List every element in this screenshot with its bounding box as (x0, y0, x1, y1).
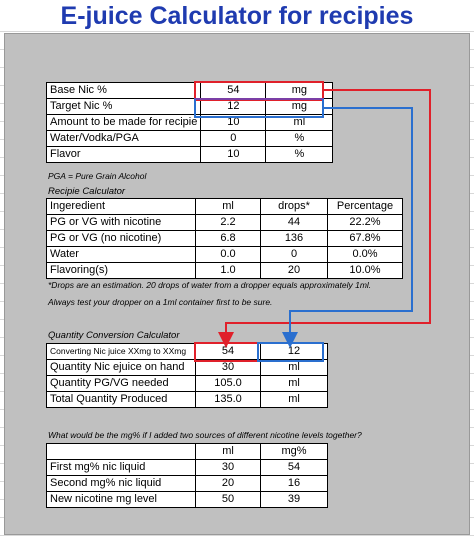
mix-cell: 50 (196, 492, 261, 508)
settings-value: 10 (201, 147, 266, 163)
recipe-cell: 1.0 (196, 263, 261, 279)
mix-question: What would be the mg% if I added two sources of different nicotine levels together? (48, 430, 362, 440)
recipe-cell: 10.0% (328, 263, 403, 279)
mix-cell: 39 (261, 492, 328, 508)
pga-footnote: PGA = Pure Grain Alcohol (48, 171, 147, 181)
page-title: E-juice Calculator for recipies (60, 2, 414, 30)
mix-cell: Second mg% nic liquid (47, 476, 196, 492)
dropper-test-note: Always test your dropper on a 1ml container first to be sure. (48, 297, 273, 307)
conversion-cell: 135.0 (196, 392, 261, 408)
mix-cell: 20 (196, 476, 261, 492)
conversion-section-title: Quantity Conversion Calculator (48, 330, 180, 341)
settings-label: Amount to be made for recipie (47, 115, 201, 131)
recipe-cell: Flavoring(s) (47, 263, 196, 279)
conversion-cell: ml (261, 376, 328, 392)
mix-header-cell: mg% (261, 444, 328, 460)
conversion-cell: ml (261, 392, 328, 408)
recipe-header-cell: Percentage (328, 199, 403, 215)
recipe-section-title: Recipie Calculator (48, 186, 126, 197)
mix-cell: 30 (196, 460, 261, 476)
settings-label: Water/Vodka/PGA (47, 131, 201, 147)
mix-cell: New nicotine mg level (47, 492, 196, 508)
conversion-from: 54 (196, 344, 261, 360)
settings-value: 12 (201, 99, 266, 115)
conversion-cell: Total Quantity Produced (47, 392, 196, 408)
recipe-cell: 67.8% (328, 231, 403, 247)
recipe-cell: Water (47, 247, 196, 263)
conversion-cell: 105.0 (196, 376, 261, 392)
conversion-label: Converting Nic juice XXmg to XXmg (47, 344, 196, 360)
recipe-cell: 22.2% (328, 215, 403, 231)
mix-header-cell: ml (196, 444, 261, 460)
settings-label: Flavor (47, 147, 201, 163)
recipe-header-cell: drops* (261, 199, 328, 215)
recipe-cell: 20 (261, 263, 328, 279)
conversion-cell: 30 (196, 360, 261, 376)
settings-unit: % (266, 131, 333, 147)
recipe-cell: PG or VG with nicotine (47, 215, 196, 231)
blue-link-arrow (290, 108, 412, 340)
settings-value: 0 (201, 131, 266, 147)
settings-value: 10 (201, 115, 266, 131)
conversion-cell: Quantity PG/VG needed (47, 376, 196, 392)
recipe-cell: 2.2 (196, 215, 261, 231)
red-link-arrow (226, 90, 430, 340)
recipe-cell: 136 (261, 231, 328, 247)
mix-cell: First mg% nic liquid (47, 460, 196, 476)
recipe-cell: PG or VG (no nicotine) (47, 231, 196, 247)
recipe-cell: 44 (261, 215, 328, 231)
settings-unit: % (266, 147, 333, 163)
settings-label: Base Nic % (47, 83, 201, 99)
mix-cell: 54 (261, 460, 328, 476)
recipe-cell: 6.8 (196, 231, 261, 247)
settings-unit: mg (266, 99, 333, 115)
conversion-cell: ml (261, 360, 328, 376)
recipe-cell: 0.0% (328, 247, 403, 263)
mix-cell: 16 (261, 476, 328, 492)
recipe-cell: 0.0 (196, 247, 261, 263)
recipe-header-cell: ml (196, 199, 261, 215)
settings-unit: mg (266, 83, 333, 99)
recipe-cell: 0 (261, 247, 328, 263)
recipe-header-cell: Ingeredient (47, 199, 196, 215)
drops-note: *Drops are an estimation. 20 drops of water from a dropper equals approximately 1ml. (48, 280, 372, 290)
conversion-cell: Quantity Nic ejuice on hand (47, 360, 196, 376)
settings-label: Target Nic % (47, 99, 201, 115)
settings-value: 54 (201, 83, 266, 99)
settings-unit: ml (266, 115, 333, 131)
conversion-to: 12 (261, 344, 328, 360)
